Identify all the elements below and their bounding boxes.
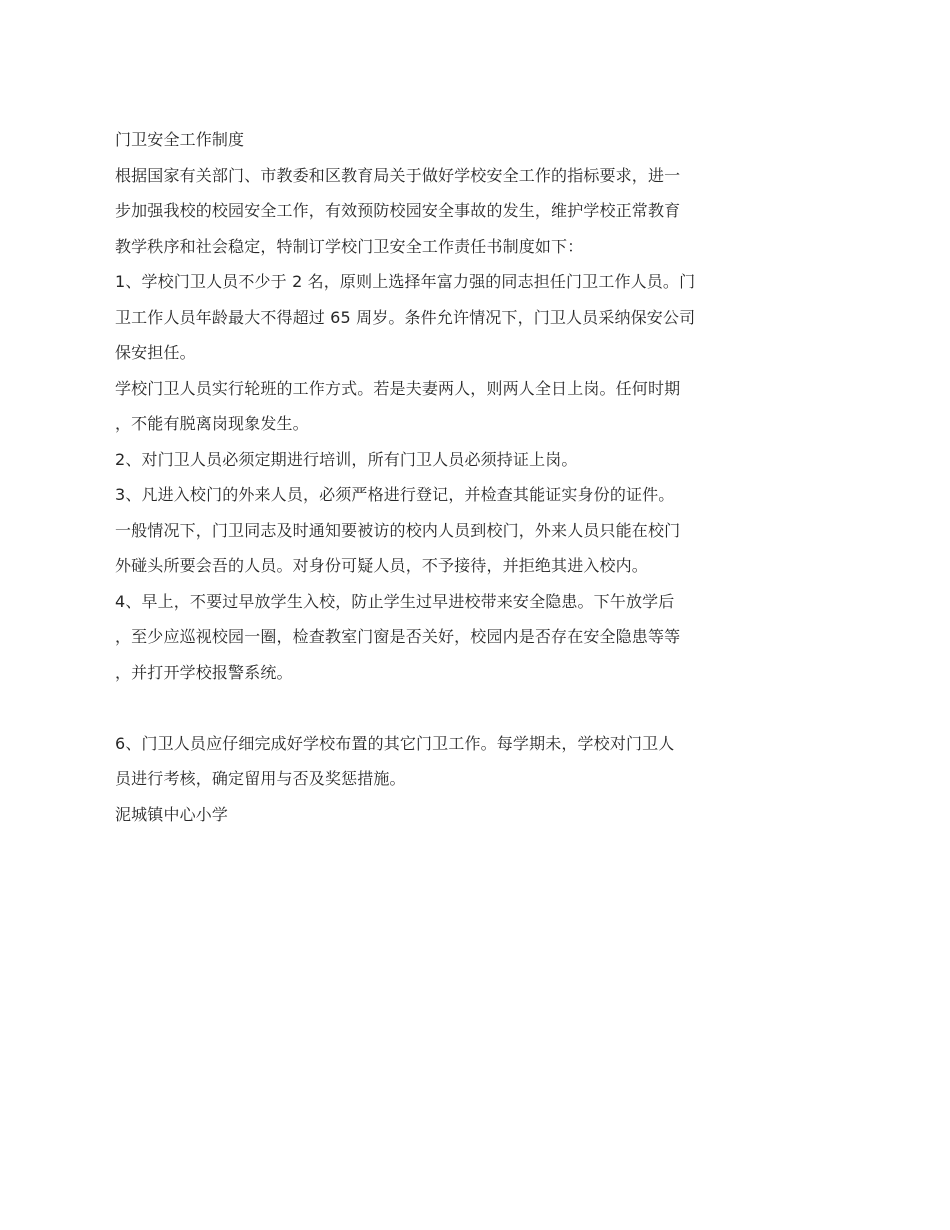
blank-line <box>115 690 795 726</box>
paragraph-line: 保安担任。 <box>115 343 196 362</box>
paragraph-line: 6、门卫人员应仔细完成好学校布置的其它门卫工作。每学期未，学校对门卫人 <box>115 733 675 753</box>
paragraph-line: 1、学校门卫人员不少于 2 名，原则上选择年富力强的同志担任门卫工作人员。门 <box>115 272 696 291</box>
paragraph-line: 员进行考核，确定留用与否及奖惩措施。 <box>115 769 406 788</box>
paragraph-line: 根据国家有关部门、市教委和区教育局关于做好学校安全工作的指标要求，进一 <box>115 165 681 185</box>
paragraph-line: 教学秩序和社会稳定，特制订学校门卫安全工作责任书制度如下： <box>115 236 584 256</box>
paragraph-line: 3、凡进入校门的外来人员，必须严格进行登记，并检查其能证实身份的证件。 <box>115 485 675 504</box>
paragraph-line: 步加强我校的校园安全工作，有效预防校园安全事故的发生，维护学校正常教育 <box>115 201 681 220</box>
paragraph-line: 4、早上，不要过早放学生入校，防止学生过早进校带来安全隐患。下午放学后 <box>115 591 675 611</box>
paragraph-line: 外碰头所要会吾的人员。对身份可疑人员，不予接待，并拒绝其进入校内。 <box>115 556 648 575</box>
paragraph-line: 学校门卫人员实行轮班的工作方式。若是夫妻两人，则两人全日上岗。任何时期 <box>115 378 681 398</box>
paragraph-line: ，不能有脱离岗现象发生。 <box>115 414 309 433</box>
document-title: 门卫安全工作制度 <box>115 130 245 149</box>
paragraph-line: ，并打开学校报警系统。 <box>115 662 293 682</box>
paragraph-line: 卫工作人员年龄最大不得超过 65 周岁。条件允许情况下，门卫人员采纳保安公司 <box>115 307 696 327</box>
signature: 泥城镇中心小学 <box>115 804 229 824</box>
paragraph-line: ，至少应巡视校园一圈，检查教室门窗是否关好，校园内是否存在安全隐患等等 <box>115 627 681 646</box>
paragraph-line: 一般情况下，门卫同志及时通知要被访的校内人员到校门，外来人员只能在校门 <box>115 520 681 540</box>
paragraph-line: 2、对门卫人员必须定期进行培训，所有门卫人员必须持证上岗。 <box>115 449 578 469</box>
document-body <box>115 122 795 832</box>
